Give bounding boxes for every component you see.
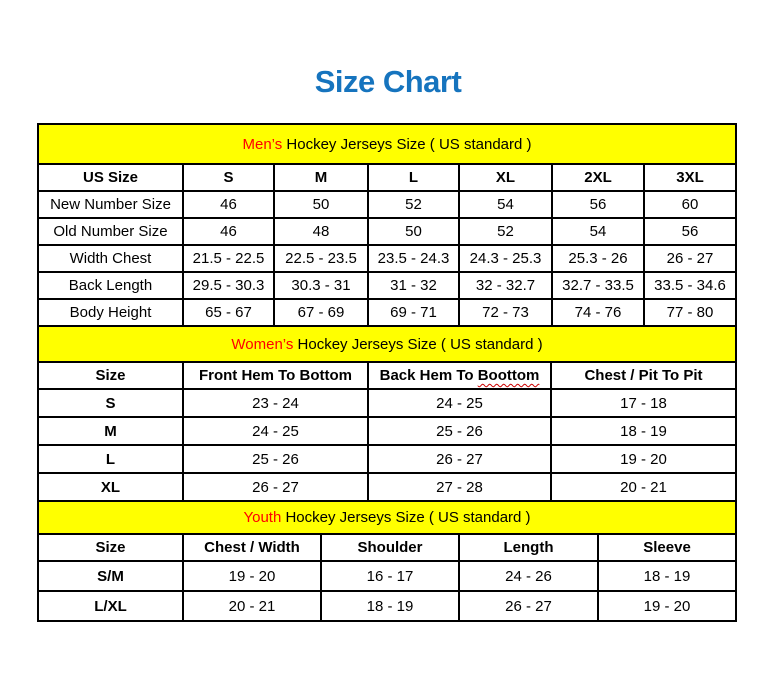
mens-section-band — [38, 124, 736, 164]
size-value-cell: 30.3 - 31 — [274, 272, 368, 299]
womens-heading-rest: Hockey Jerseys Size ( US standard ) — [293, 335, 543, 353]
youth-heading-highlight: Youth — [243, 509, 282, 526]
column-header — [38, 362, 183, 389]
size-value-cell: 50 — [274, 191, 368, 218]
youth-section-band — [38, 501, 736, 534]
size-value-cell: 56 — [644, 218, 736, 245]
size-value-cell: 25.3 - 26 — [552, 245, 644, 272]
table-row — [38, 591, 736, 621]
womens-section-heading — [38, 326, 736, 362]
size-chart-tables — [37, 123, 735, 622]
row-label: S/M — [38, 561, 183, 591]
table-row — [38, 473, 736, 501]
size-value-cell: 54 — [459, 191, 552, 218]
size-value-cell: 46 — [183, 191, 274, 218]
column-header: Chest / Width — [183, 534, 321, 561]
size-value-cell: 56 — [552, 191, 644, 218]
column-header: M — [274, 164, 368, 191]
size-value-cell: 27 - 28 — [368, 473, 551, 501]
size-value-cell: 17 - 18 — [551, 389, 736, 417]
row-label: Back Length — [38, 272, 183, 299]
row-label: S — [38, 389, 183, 417]
size-value-cell: 18 - 19 — [551, 417, 736, 445]
column-header-text: Back Hem To — [379, 367, 478, 384]
size-value-cell: 22.5 - 23.5 — [274, 245, 368, 272]
womens-size-table — [37, 325, 737, 502]
column-header: S — [183, 164, 274, 191]
row-label: Body Height — [38, 299, 183, 326]
youth-heading-rest: Hockey Jerseys Size ( US standard ) — [281, 509, 531, 526]
mens-heading-highlight: Men’s — [242, 135, 283, 153]
row-label: L — [38, 445, 183, 473]
size-value-cell: 26 - 27 — [183, 473, 368, 501]
size-value-cell: 74 - 76 — [552, 299, 644, 326]
size-value-cell: 67 - 69 — [274, 299, 368, 326]
youth-section-heading — [38, 501, 736, 534]
row-label: M — [38, 417, 183, 445]
row-label: L/XL — [38, 591, 183, 621]
column-header: Size — [38, 534, 183, 561]
row-label: Old Number Size — [38, 218, 183, 245]
size-value-cell: 24 - 26 — [459, 561, 598, 591]
size-value-cell: 48 — [274, 218, 368, 245]
size-value-cell: 33.5 - 34.6 — [644, 272, 736, 299]
size-value-cell: 25 - 26 — [368, 417, 551, 445]
size-value-cell: 32.7 - 33.5 — [552, 272, 644, 299]
size-value-cell: 24.3 - 25.3 — [459, 245, 552, 272]
column-header: Shoulder — [321, 534, 459, 561]
size-value-cell: 46 — [183, 218, 274, 245]
size-value-cell: 26 - 27 — [368, 445, 551, 473]
column-header — [368, 362, 551, 389]
size-value-cell: 24 - 25 — [368, 389, 551, 417]
size-value-cell: 24 - 25 — [183, 417, 368, 445]
size-value-cell: 20 - 21 — [551, 473, 736, 501]
column-header: Length — [459, 534, 598, 561]
size-value-cell: 26 - 27 — [459, 591, 598, 621]
column-header-text: Chest / Pit To Pit — [584, 367, 703, 384]
size-value-cell: 23 - 24 — [183, 389, 368, 417]
column-header — [183, 362, 368, 389]
womens-heading-highlight: Women’s — [231, 335, 294, 353]
size-value-cell: 21.5 - 22.5 — [183, 245, 274, 272]
size-value-cell: 20 - 21 — [183, 591, 321, 621]
column-header: US Size — [38, 164, 183, 191]
size-value-cell: 16 - 17 — [321, 561, 459, 591]
column-header-text: Front Hem To Bottom — [198, 367, 353, 384]
table-row — [38, 299, 736, 326]
column-header: 2XL — [552, 164, 644, 191]
size-value-cell: 18 - 19 — [598, 561, 736, 591]
column-header — [551, 362, 736, 389]
size-value-cell: 32 - 32.7 — [459, 272, 552, 299]
womens-table-body — [38, 389, 736, 501]
mens-table-body — [38, 191, 736, 326]
size-value-cell: 54 — [552, 218, 644, 245]
size-value-cell: 52 — [459, 218, 552, 245]
size-value-cell: 72 - 73 — [459, 299, 552, 326]
size-value-cell: 23.5 - 24.3 — [368, 245, 459, 272]
size-value-cell: 19 - 20 — [598, 591, 736, 621]
misspelled-word: Boottom — [477, 367, 540, 384]
size-value-cell: 77 - 80 — [644, 299, 736, 326]
mens-heading-rest: Hockey Jerseys Size ( US standard ) — [282, 135, 532, 153]
size-value-cell: 25 - 26 — [183, 445, 368, 473]
womens-section-band — [38, 326, 736, 362]
table-row — [38, 245, 736, 272]
row-label: XL — [38, 473, 183, 501]
size-value-cell: 19 - 20 — [183, 561, 321, 591]
size-value-cell: 18 - 19 — [321, 591, 459, 621]
size-value-cell: 31 - 32 — [368, 272, 459, 299]
row-label: Width Chest — [38, 245, 183, 272]
mens-column-header-row — [38, 164, 736, 191]
table-row — [38, 389, 736, 417]
size-value-cell: 50 — [368, 218, 459, 245]
column-header-text: Size — [95, 367, 126, 384]
column-header: XL — [459, 164, 552, 191]
size-value-cell: 69 - 71 — [368, 299, 459, 326]
table-row — [38, 272, 736, 299]
size-value-cell: 52 — [368, 191, 459, 218]
column-header: L — [368, 164, 459, 191]
size-value-cell: 29.5 - 30.3 — [183, 272, 274, 299]
size-value-cell: 19 - 20 — [551, 445, 736, 473]
youth-table-body — [38, 561, 736, 621]
mens-section-heading — [38, 124, 736, 164]
column-header: 3XL — [644, 164, 736, 191]
table-row — [38, 191, 736, 218]
table-row — [38, 417, 736, 445]
table-row — [38, 218, 736, 245]
youth-column-header-row — [38, 534, 736, 561]
column-header: Sleeve — [598, 534, 736, 561]
table-row — [38, 561, 736, 591]
table-row — [38, 445, 736, 473]
size-value-cell: 26 - 27 — [644, 245, 736, 272]
mens-size-table — [37, 123, 737, 327]
page-title: Size Chart — [314, 64, 462, 99]
row-label: New Number Size — [38, 191, 183, 218]
size-value-cell: 60 — [644, 191, 736, 218]
size-value-cell: 65 - 67 — [183, 299, 274, 326]
youth-size-table — [37, 500, 737, 622]
womens-column-header-row — [38, 362, 736, 389]
